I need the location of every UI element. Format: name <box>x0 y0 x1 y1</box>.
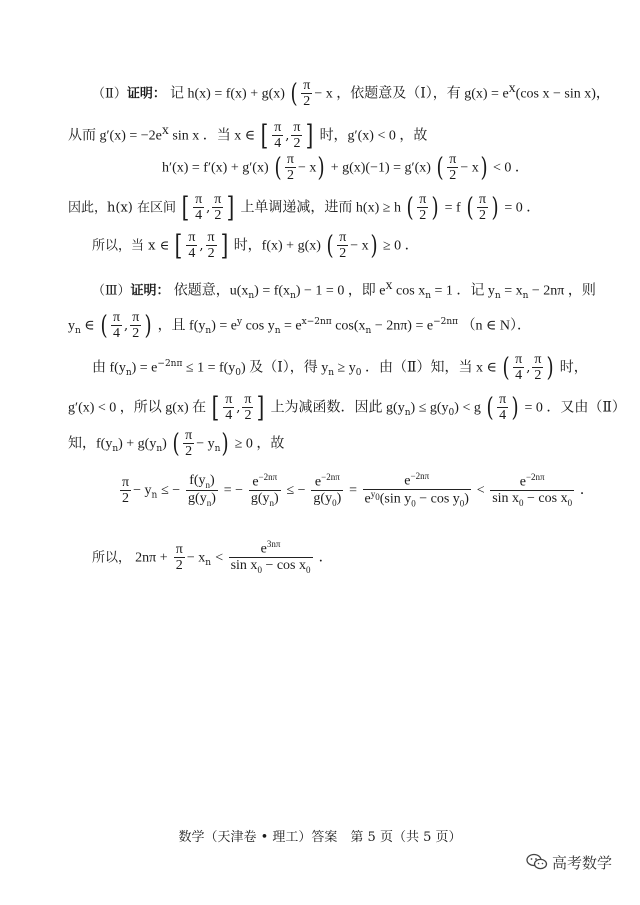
part2-line3: h′(x) = f′(x) + g′(x) ( $\frac{\pi}{2}$ − x) + g(x)(−1) = g′(x) ( $\frac{\pi}{2}$ − x) < 0 ． <box>162 152 529 184</box>
part3-line1: （Ⅲ）证明： 依题意，$u(x_n) = f(x_n) - 1 = 0$ ，即 $e^x$ $\cos x_n = 1$ ．记 $y_n = x_n - 2n\pi$ ，则 <box>92 278 596 301</box>
part2-line4: 因此，h(x) 在区间 [ $\frac{\pi}{4}$ , $\frac{\pi}{2}$ ] 上单调递减，进而 h(x) ≥ h ( $\frac{\pi}{2}$ ) = f ( $\frac{\pi}{2}$ ) = 0 ． <box>68 190 541 224</box>
watermark-text: 高考数学 <box>552 854 613 872</box>
watermark <box>526 852 612 875</box>
part2-line5: 所以，当 x ∈ [ $\frac{\pi}{4}$ , $\frac{\pi}{2}$ ] 时，f(x) + g(x) ( $\frac{\pi}{2}$ − x) ≥ 0 ． <box>92 228 419 262</box>
part3-line4: g′(x) < 0 ，所以 g(x) 在 [ $\frac{\pi}{4}$ , $\frac{\pi}{2}$ ] 上为减函数．因此 $g(y_n) \le g(y_0) < g$ ( $\frac{\pi}{4}$ ) = 0 ．又由（Ⅱ） <box>68 390 626 424</box>
part3-line2: $y_n$ ∈ ( $\frac{\pi}{4}$ , $\frac{\pi}{2}$ ) ，且 $f(y_n) = e^y$ $\cos y_n = e^{x-2n\pi}$ $\cos(x_n - 2n\pi) = e^{-2n\pi}$ （n ∈ N）． <box>68 310 532 342</box>
part3-line5: 知，$f(y_n) + g(y_n)$ ( $\frac{\pi}{2}$ − $y_n) \ge 0$ ，故 <box>68 428 285 460</box>
wechat-icon <box>526 853 548 875</box>
display-inequality: $\frac{\pi}{2}$ − $y_n$ ≤ − $\frac{f(y_n)}{g(y_n)}$ = − $\frac{e^{-2n\pi}}{g(y_n)}$ ≤ − $\frac{e^{-2n\pi}}{g(y_0)}$ = $\frac{e^{-2n\pi}}{e^{y_0}(\sin y_0 - \cos y_0)}$ < $\frac{e^{-2n\pi}}{\sin x_0 - \cos x_0}$ ． <box>122 471 594 509</box>
proof-label: 证明： <box>126 86 166 102</box>
part2-line1: （Ⅱ）证明： 记 h(x) = f(x) + g(x) ( $\frac{\pi}{2}$ − x ，依题意及（Ⅰ），有 $g(x) = e^x(\cos$ x − sin x)， <box>92 78 610 110</box>
part2-line2: 从而 $g'(x) = -2e^x$ sin x ．当 x ∈ [ $\frac{\pi}{4}$ , $\frac{\pi}{2}$ ] 时，g′(x) < 0 ，故 <box>68 118 428 152</box>
final-conclusion: 所以， 2nπ + $\frac{\pi}{2}$ − $x_n$ < $\frac{e^{3n\pi}}{\sin x_0 - \cos x_0}$ ． <box>92 539 333 575</box>
part3-line3: 由 $f(y_n) = e^{-2n\pi} \le 1 = f(y_0)$ 及（Ⅰ），得 $y_n \ge y_0$ ．由（Ⅱ）知，当 x ∈ ( $\frac{\pi}{4}$ , $\frac{\pi}{2}$ ) 时， <box>92 352 588 384</box>
page-footer: 数学（天津卷 • 理工）答案 第 5 页（共 5 页） <box>178 830 462 845</box>
